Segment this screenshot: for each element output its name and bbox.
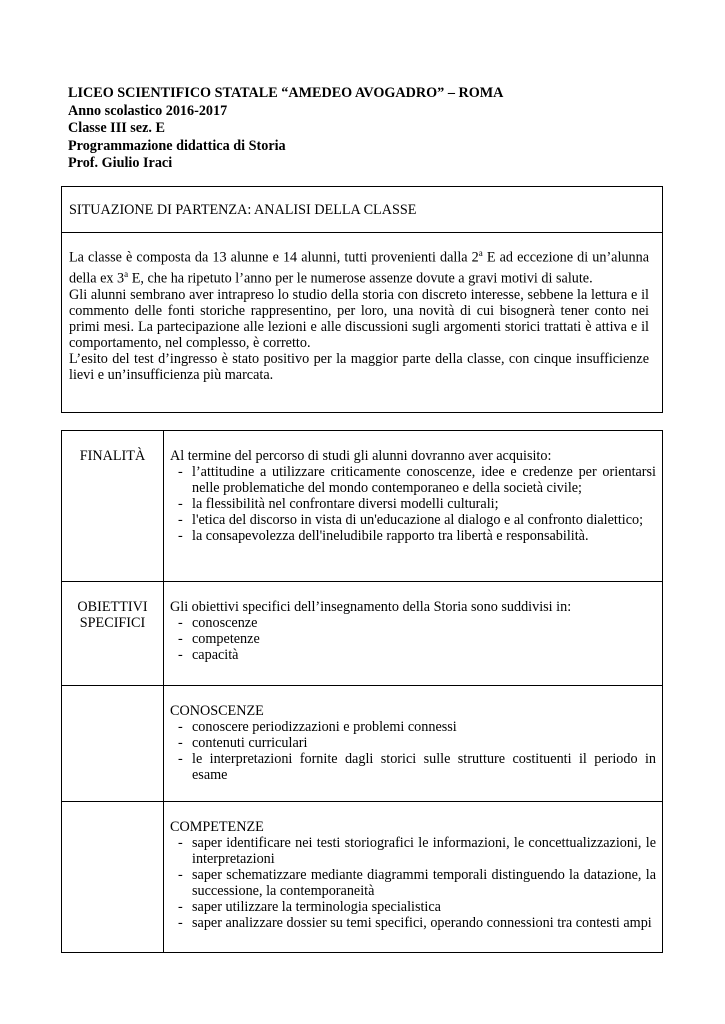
competenze-list (170, 835, 656, 931)
list-item: - la consapevolezza dell'ineludibile rapporto tra libertà e responsabilità. (170, 528, 656, 544)
obiettivi-list (170, 615, 656, 663)
table-row-competenze (62, 802, 663, 953)
list-item: - saper utilizzare la terminologia specialistica (170, 899, 656, 915)
list-item: - l'etica del discorso in vista di un'educazione al dialogo e al confronto dialettico; (170, 512, 656, 528)
situation-title: SITUAZIONE DI PARTENZA: ANALISI DELLA CLASSE (69, 202, 417, 218)
table-row-conoscenze (62, 686, 663, 802)
situation-paragraph-3: L’esito del test d’ingresso è stato positivo per la maggior parte della classe, con cinque insufficienze lievi e un’insufficienza più marcata. (69, 351, 649, 384)
table-row-finalita (62, 431, 663, 582)
situation-paragraph-2: Gli alunni sembrano aver intrapreso lo studio della storia con discreto interesse, sebbene la lettura e il commento delle fonti storiche rappresentino, per loro, una novità di cui bisognerà tener conto nei primi mesi. La partecipazione alle lezioni e alle discussioni sugli argomenti storici trattati è attiva e il comportamento, nel complesso, è corretto. (69, 286, 649, 351)
list-item: - saper schematizzare mediante diagrammi temporali distinguendo la datazione, la successione, la contemporaneità (170, 867, 656, 899)
list-item: - competenze (170, 631, 656, 647)
obiettivi-intro: Gli obiettivi specifici dell’insegnamento della Storia sono suddivisi in: (170, 599, 572, 615)
list-item: - conoscere periodizzazioni e problemi connessi (170, 719, 656, 735)
list-item: - capacità (170, 647, 656, 663)
situation-paragraph-1: La classe è composta da 13 alunne e 14 alunni, tutti provenienti dalla 2$^a$ E ad eccezione di un’alunna della ex 3$^a$ E, che ha ripetuto l’anno per le numerose assenze dovute a gravi motivi di salute. (69, 248, 649, 287)
table-row-obiettivi (62, 582, 663, 686)
school-name: LICEO SCIENTIFICO STATALE “AMEDEO AVOGADRO” – ROMA (68, 85, 504, 101)
list-item: - saper analizzare dossier su temi specifici, operando connessioni tra contesti ampi (170, 915, 656, 931)
conoscenze-list (170, 719, 656, 783)
list-item: - saper identificare nei testi storiografici le informazioni, le concettualizzazioni, le interpretazioni (170, 835, 656, 867)
teacher-name: Prof. Giulio Iraci (68, 155, 173, 171)
document-header (68, 85, 503, 173)
finalita-intro: Al termine del percorso di studi gli alunni dovranno aver acquisito: (170, 448, 552, 464)
class-name: Classe III sez. E (68, 120, 165, 136)
list-item: - le interpretazioni fornite dagli storici sulle strutture costituenti il periodo in esame (170, 751, 656, 783)
list-item: - contenuti curriculari (170, 735, 656, 751)
competenze-title: COMPETENZE (170, 819, 264, 835)
list-item: - conoscenze (170, 615, 656, 631)
situation-title-box (61, 186, 663, 233)
conoscenze-title: CONOSCENZE (170, 703, 264, 719)
situation-body-box (61, 232, 663, 413)
document-title: Programmazione didattica di Storia (68, 137, 286, 154)
finalita-label: FINALITÀ (79, 448, 146, 464)
obiettivi-label: OBIETTIVI SPECIFICI (77, 599, 148, 631)
school-year: Anno scolastico 2016-2017 (68, 102, 228, 119)
list-item: - l’attitudine a utilizzare criticamente conoscenze, idee e credenze per orientarsi nelle problematiche del mondo contemporaneo e della società civile; (170, 464, 656, 496)
list-item: - la flessibilità nel confrontare diversi modelli culturali; (170, 496, 656, 512)
programming-table (61, 430, 663, 953)
finalita-list (170, 464, 656, 544)
